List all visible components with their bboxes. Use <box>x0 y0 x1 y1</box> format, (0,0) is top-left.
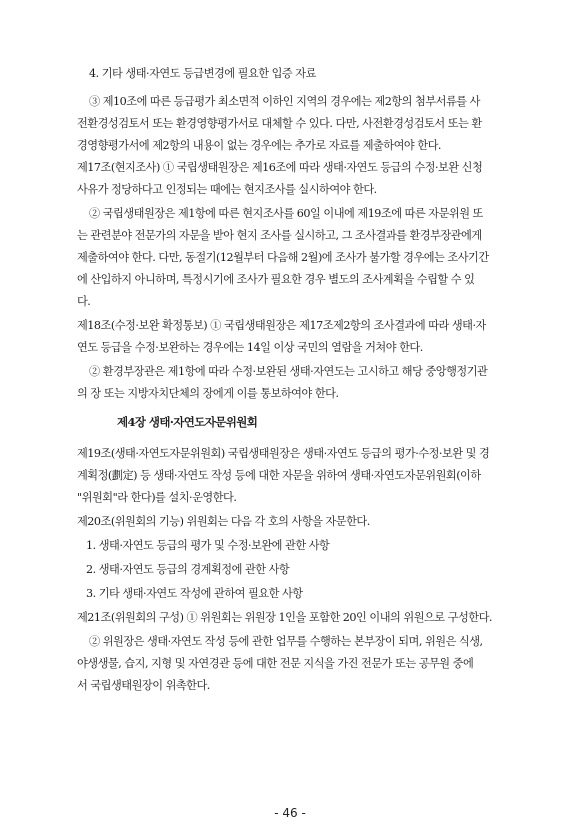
text-line: 전환경성검토서 또는 환경영향평가서로 대체할 수 있다. 다만, 사전환경성검토서 또는 환 <box>77 117 482 130</box>
text-line: ② 환경부장관은 제1항에 따라 수정·보완된 생태·자연도는 고시하고 해당 중앙행정기관 <box>89 365 488 378</box>
text-line: 경영향평가서에 제2항의 내용이 없는 경우에는 추가로 자료를 제출하여야 한다. <box>77 139 441 152</box>
text-line: 계획정(劃定) 등 생태·자연도 작성 등에 대한 자문을 위하여 생태·자연도자문위원회(이하 <box>77 469 481 482</box>
text-line: "위원회"라 한다)를 설치·운영한다. <box>77 491 237 504</box>
text-line: 제18조(수정·보완 확정통보) ① 국립생태원장은 제17조제2항의 조사결과에 따라 생태·자 <box>77 319 486 332</box>
text-line: 에 산입하지 아니하며, 특정시기에 조사가 필요한 경우 별도의 조사계획을 수립할 수 있 <box>77 273 475 286</box>
list-item: 3. 기타 생태·자연도 작성에 관하여 필요한 사항 <box>86 587 303 600</box>
text-line: 제출하여야 한다. 다만, 동절기(12월부터 다음해 2월)에 조사가 불가할 경우에는 조사기간 <box>77 251 489 264</box>
text-line: ② 국립생태원장은 제1항에 따른 현지조사를 60일 이내에 제19조에 따른 자문위원 또 <box>89 207 483 220</box>
text-line: ② 위원장은 생태·자연도 작성 등에 관한 업무를 수행하는 본부장이 되며, 위원은 식생, <box>89 635 483 648</box>
text-line: 는 관련분야 전문가의 자문을 받아 현지 조사를 실시하고, 그 조사결과를 환경부장관에게 <box>77 229 482 242</box>
text-line: 제20조(위원회의 기능) 위원회는 다음 각 호의 사항을 자문한다. <box>77 515 370 528</box>
chapter-heading: 제4장 생태·자연도자문위원회 <box>117 415 258 429</box>
list-item: 1. 생태·자연도 등급의 평가 및 수정·보완에 관한 사항 <box>86 539 330 552</box>
list-item: 2. 생태·자연도 등급의 경계획정에 관한 사항 <box>86 563 290 576</box>
text-line: 제21조(위원회의 구성) ① 위원회는 위원장 1인을 포함한 20인 이내의 위원으로 구성한다. <box>77 611 492 624</box>
text-line: ③ 제10조에 따른 등급평가 최소면적 이하인 지역의 경우에는 제2항의 첨부서류를 사 <box>89 95 480 108</box>
text-line: 의 장 또는 지방자치단체의 장에게 이를 통보하여야 한다. <box>77 387 339 400</box>
page-number: - 46 - <box>274 806 306 820</box>
text-line: 제19조(생태·자연도자문위원회) 국립생태원장은 생태·자연도 등급의 평가·수정·보완 및 경 <box>77 447 490 460</box>
text-line: 사유가 정당하다고 인정되는 때에는 현지조사를 실시하여야 한다. <box>77 183 377 196</box>
text-line: 제17조(현지조사) ① 국립생태원장은 제16조에 따라 생태·자연도 등급의 수정·보완 신청 <box>77 161 483 174</box>
text-line: 서 국립생태원장이 위촉한다. <box>77 679 210 692</box>
text-line: 다. <box>77 295 91 308</box>
text-line: 연도 등급을 수정·보완하는 경우에는 14일 이상 국민의 열람을 거쳐야 한다. <box>77 341 423 354</box>
text-line: 야생생물, 습지, 지형 및 자연경관 등에 대한 전문 지식을 가진 전문가 또는 공무원 중에 <box>77 657 474 670</box>
text-line: 4. 기타 생태·자연도 등급변경에 필요한 입증 자료 <box>89 67 316 80</box>
